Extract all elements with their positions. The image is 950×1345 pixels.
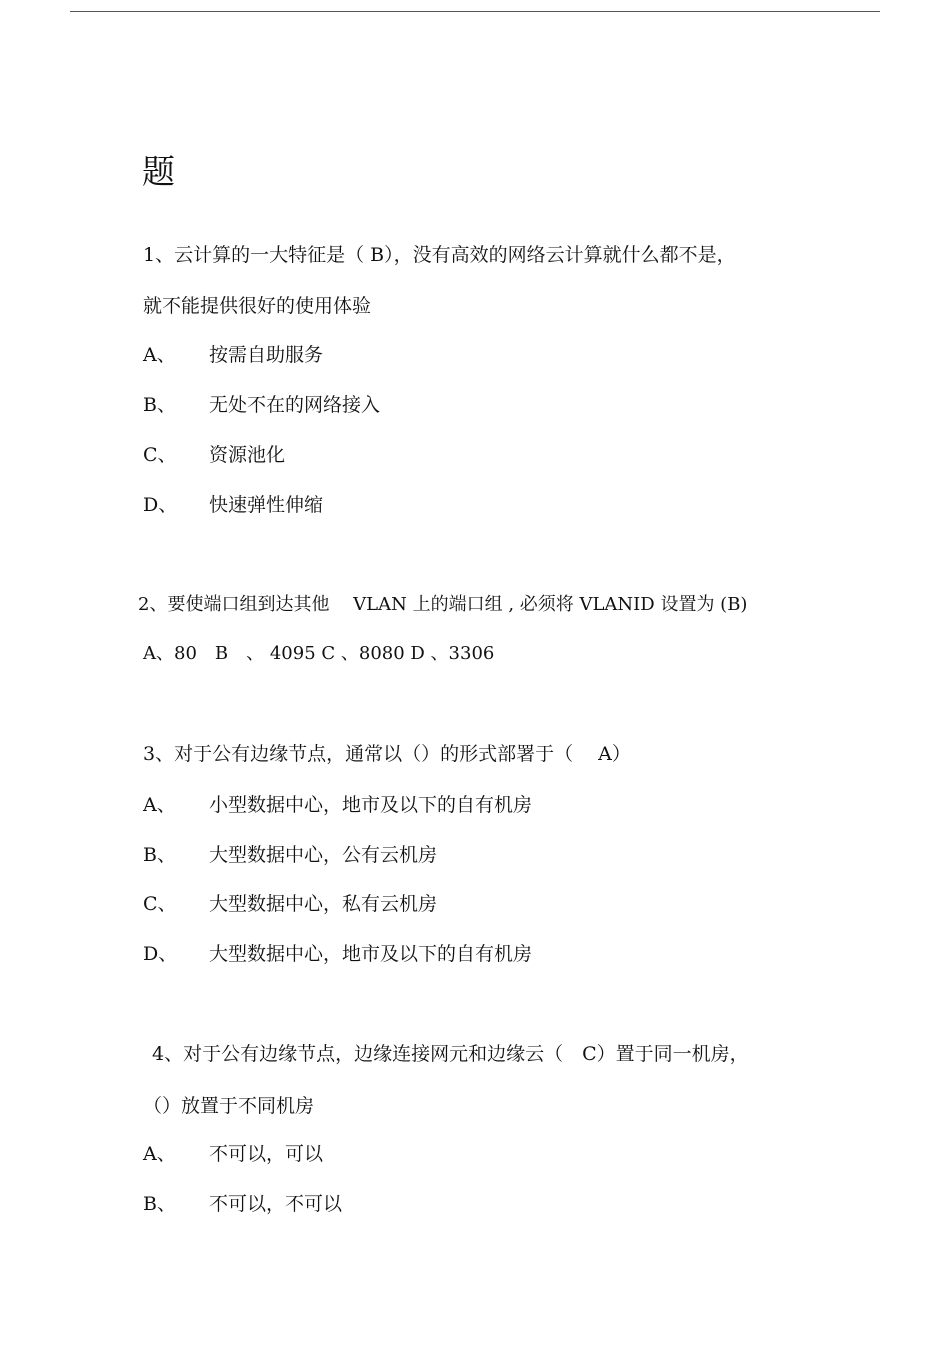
question-1-option-c-text: 资源池化	[209, 444, 286, 466]
question-4-stem-line-2: （）放置于不同机房	[143, 1095, 315, 1117]
question-1-option-d-text: 快速弹性伸缩	[209, 494, 324, 516]
question-3-option-a-text: 小型数据中心，地市及以下的自有机房	[209, 794, 533, 816]
question-3-option-c-text: 大型数据中心，私有云机房	[209, 893, 438, 915]
question-4-option-a-letter: A、	[143, 1143, 176, 1165]
question-4-option-a-text: 不可以，可以	[209, 1143, 324, 1165]
question-3-option-b-text: 大型数据中心，公有云机房	[209, 844, 438, 866]
question-3-option-b-letter: B、	[143, 844, 176, 866]
question-2-stem-line-1: 2、要使端口组到达其他 VLAN 上的端口组 , 必须将 VLANID 设置为 (B)	[138, 594, 748, 615]
question-4-stem-line-1: 4、对于公有边缘节点，边缘连接网元和边缘云（ C）置于同一机房，	[152, 1043, 749, 1065]
question-1-stem-line-1: 1、云计算的一大特征是（ B），没有高效的网络云计算就什么都不是，	[143, 244, 736, 266]
question-1-option-b-letter: B、	[143, 394, 176, 416]
question-3-stem-line-1: 3、对于公有边缘节点，通常以（）的形式部署于（ A）	[143, 743, 631, 765]
question-3-option-c-letter: C、	[143, 893, 177, 915]
question-3-option-d-letter: D、	[143, 943, 178, 965]
question-3-option-d-text: 大型数据中心，地市及以下的自有机房	[209, 943, 533, 965]
question-4-option-b-letter: B、	[143, 1193, 176, 1215]
question-1-option-b-text: 无处不在的网络接入	[209, 394, 381, 416]
header-rule	[70, 11, 880, 12]
question-2-options-line: A、80 B 、 4095 C 、8080 D 、3306	[143, 643, 495, 664]
question-1-stem-line-2: 就不能提供很好的使用体验	[143, 295, 372, 317]
question-4-option-b-text: 不可以，不可以	[209, 1193, 343, 1215]
question-1-option-a-letter: A、	[143, 344, 176, 366]
page-title: 题	[142, 152, 175, 191]
question-1-option-d-letter: D、	[143, 494, 178, 516]
question-1-option-a-text: 按需自助服务	[209, 344, 324, 366]
question-3-option-a-letter: A、	[143, 794, 176, 816]
question-1-option-c-letter: C、	[143, 444, 177, 466]
